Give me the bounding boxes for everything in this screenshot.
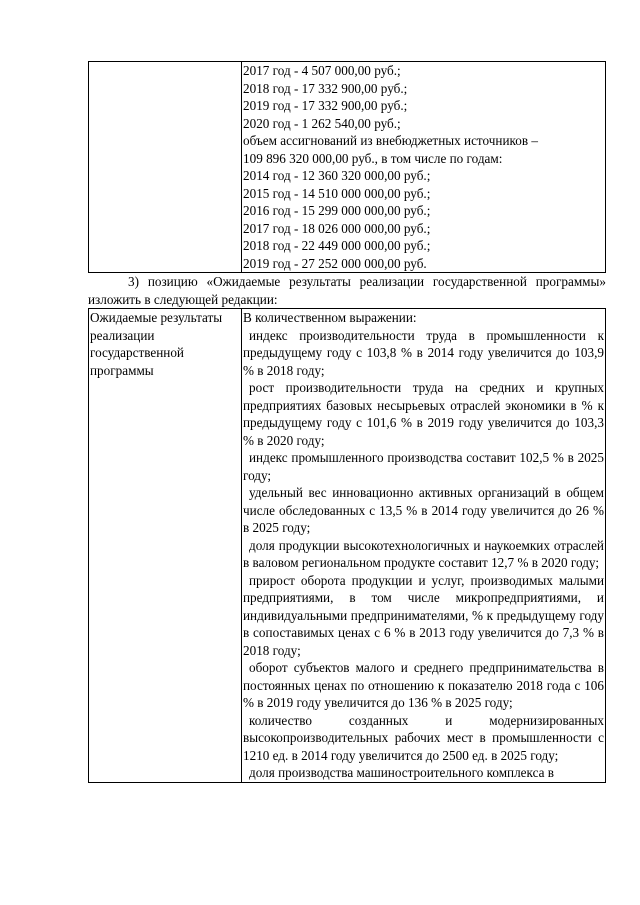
result-item: индекс промышленного производства составит 102,5 % в 2025 году; <box>243 450 604 483</box>
results-heading: В количественном выражении: <box>243 310 417 325</box>
text-line: 2017 год - 18 026 000 000,00 руб.; <box>243 220 431 236</box>
text-line: 2019 год - 17 332 900,00 руб.; <box>243 98 408 113</box>
financing-table <box>88 61 606 273</box>
text-line: 2015 год - 14 510 000 000,00 руб.; <box>243 185 431 201</box>
result-item: прирост оборота продукции и услуг, производимых малыми предприятиями, в том числе микропредприятиями, и индивидуальными предпринимателями, % к предыдущему году в сопоставимых ценах с 6 % в 2013 году увеличится до 7,3 % в 2018 году; <box>243 572 604 658</box>
table-row <box>89 62 606 273</box>
financing-values-cell <box>242 62 606 273</box>
instruction-text: 3) позицию «Ожидаемые результаты реализации государственной программы» изложить в следующей редакции: <box>88 274 606 307</box>
text-line: 2019 год - 27 252 000 000,00 руб. <box>243 255 427 271</box>
results-label-cell: Ожидаемые результаты реализации государственной программы <box>89 309 242 783</box>
result-item: индекс производительности труда в промышленности к предыдущему году с 103,8 % в 2014 году увеличится до 103,9 % в 2018 году; <box>243 327 604 378</box>
text-line: 2018 год - 22 449 000 000,00 руб.; <box>243 238 431 253</box>
text-line: объем ассигнований из внебюджетных источников – <box>243 133 538 148</box>
result-item: доля продукции высокотехнологичных и наукоемких отраслей в валовом региональном продукте составит 12,7 % в 2020 году; <box>243 537 604 570</box>
document-page <box>88 61 606 783</box>
results-content-cell <box>242 309 606 783</box>
result-item: рост производительности труда на средних и крупных предприятиях базовых несырьевых отраслей экономики в % к предыдущему году с 101,6 % в 2019 году увеличится до 103,3 % в 2020 году; <box>243 380 604 448</box>
text-line: 109 896 320 000,00 руб., в том числе по годам: <box>243 150 503 166</box>
result-item: удельный вес инновационно активных организаций в общем числе обследованных с 13,5 % в 2014 году увеличится до 26 % в 2025 году; <box>243 485 604 535</box>
result-item: количество созданных и модернизированных высокопроизводительных рабочих мест в промышленности с 1210 ед. в 2014 году увеличится до 2500 ед. в 2025 году; <box>243 712 604 763</box>
instruction-paragraph <box>88 273 606 308</box>
result-item: оборот субъектов малого и среднего предпринимательства в постоянных ценах по отношению к показателю 2018 года с 106 % в 2019 году увеличится до 136 % в 2025 году; <box>243 660 604 710</box>
empty-label-cell <box>89 62 242 273</box>
result-item: доля производства машиностроительного комплекса в <box>249 765 555 780</box>
text-line: 2016 год - 15 299 000 000,00 руб.; <box>243 203 431 218</box>
text-line: 2014 год - 12 360 320 000,00 руб.; <box>243 168 431 183</box>
text-line: 2017 год - 4 507 000,00 руб.; <box>243 63 401 78</box>
table-row <box>89 309 606 783</box>
results-table <box>88 308 606 783</box>
text-line: 2020 год - 1 262 540,00 руб.; <box>243 115 401 131</box>
text-line: 2018 год - 17 332 900,00 руб.; <box>243 80 408 96</box>
